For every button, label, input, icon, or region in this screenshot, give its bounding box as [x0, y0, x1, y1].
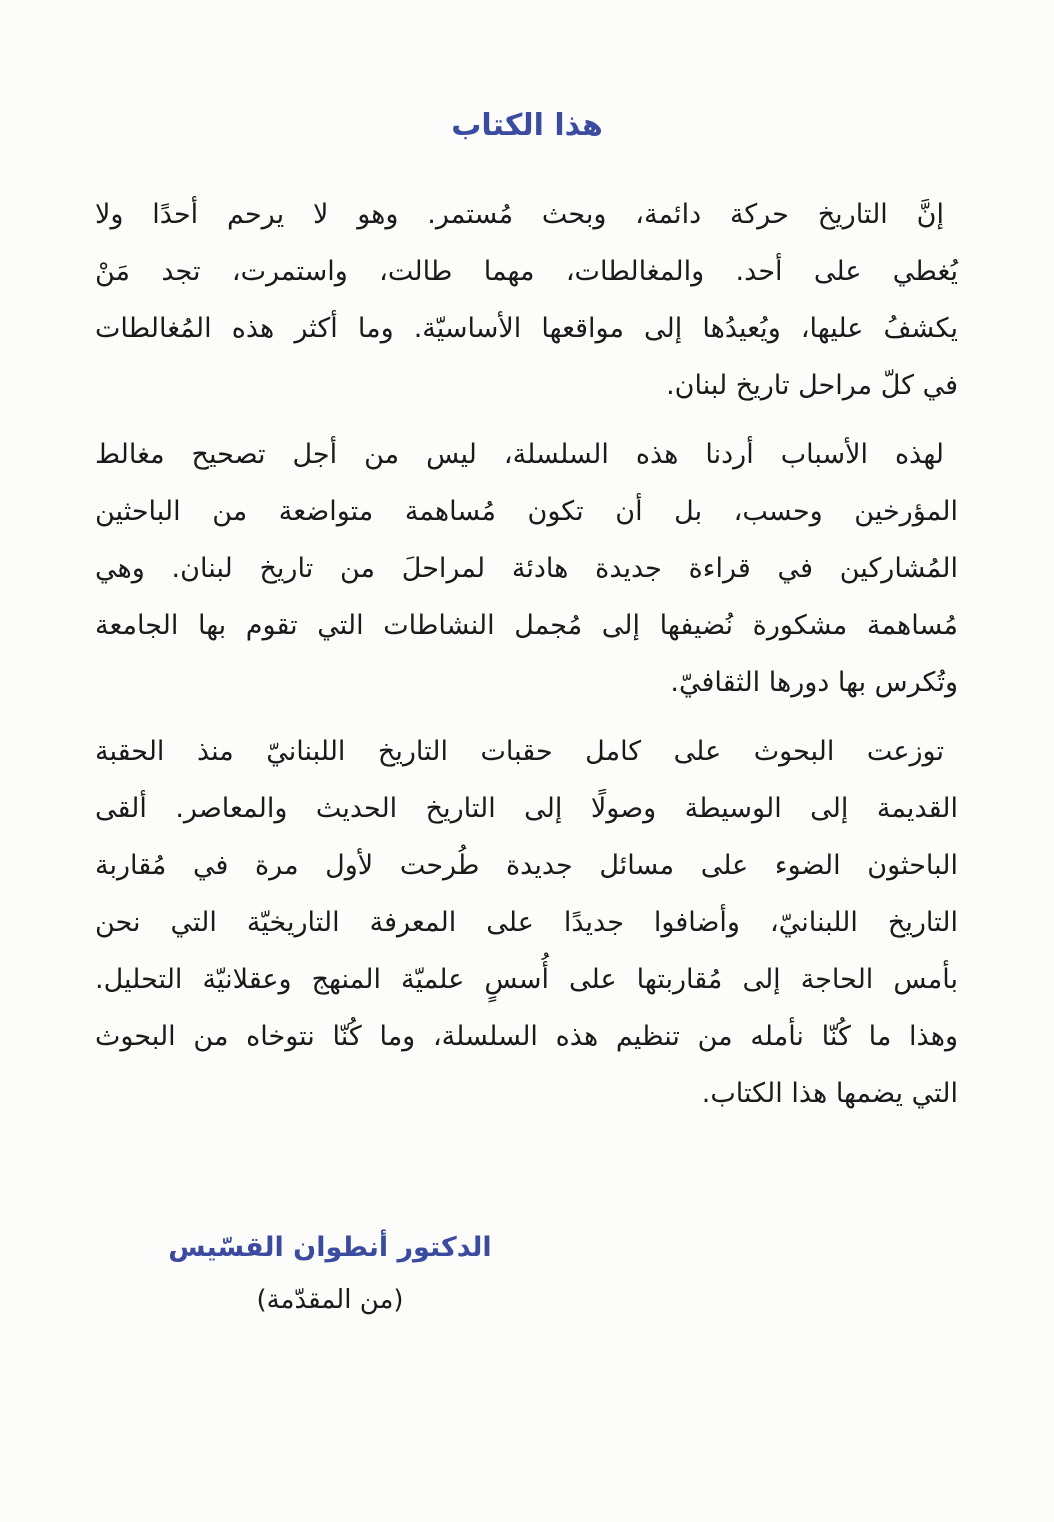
text-line: القديمة إلى الوسيطة وصولًا إلى التاريخ الحديث والمعاصر. ألقى — [95, 793, 958, 824]
signature-source: (من المقدّمة) — [256, 1285, 404, 1315]
text-line: وتُكرس بها دورها الثقافيّ. — [670, 667, 958, 698]
signature-author: الدكتور أنطوان القسّيس — [168, 1232, 492, 1263]
text-line: يكشفُ عليها، ويُعيدُها إلى مواقعها الأساسيّة. وما أكثر هذه المُغالطات — [95, 313, 958, 344]
text-line: توزعت البحوث على كامل حقبات التاريخ اللبنانيّ منذ الحقبة — [95, 736, 944, 767]
text-line: بأمس الحاجة إلى مُقاربتها على أُسسٍ علميّة المنهج وعقلانيّة التحليل. — [95, 964, 958, 995]
text-line: وهذا ما كُنّا نأمله من تنظيم هذه السلسلة، وما كُنّا نتوخاه من البحوث — [95, 1021, 958, 1052]
text-line: إنَّ التاريخ حركة دائمة، وبحث مُستمر. وهو لا يرحم أحدًا ولا — [95, 199, 944, 230]
paragraph — [95, 190, 958, 418]
paragraph — [95, 727, 958, 1126]
text-line: لهذه الأسباب أردنا هذه السلسلة، ليس من أجل تصحيح مغالط — [95, 439, 944, 470]
page-title: هذا الكتاب — [451, 108, 603, 143]
body-text — [95, 190, 958, 1138]
text-line: المؤرخين وحسب، بل أن تكون مُساهمة متواضعة من الباحثين — [95, 496, 958, 527]
text-line: الباحثون الضوء على مسائل جديدة طُرحت لأول مرة في مُقاربة — [95, 850, 958, 881]
text-line: المُشاركين في قراءة جديدة هادئة لمراحلَ من تاريخ لبنان. وهي — [95, 553, 958, 584]
text-line: في كلّ مراحل تاريخ لبنان. — [666, 370, 958, 401]
text-line: التي يضمها هذا الكتاب. — [701, 1078, 958, 1109]
text-line: التاريخ اللبنانيّ، وأضافوا جديدًا على المعرفة التاريخيّة التي نحن — [95, 907, 958, 938]
paragraph — [95, 430, 958, 715]
text-line: مُساهمة مشكورة نُضيفها إلى مُجمل النشاطات التي تقوم بها الجامعة — [95, 610, 958, 641]
text-line: يُغطي على أحد. والمغالطات، مهما طالت، واستمرت، تجد مَنْ — [95, 256, 958, 287]
